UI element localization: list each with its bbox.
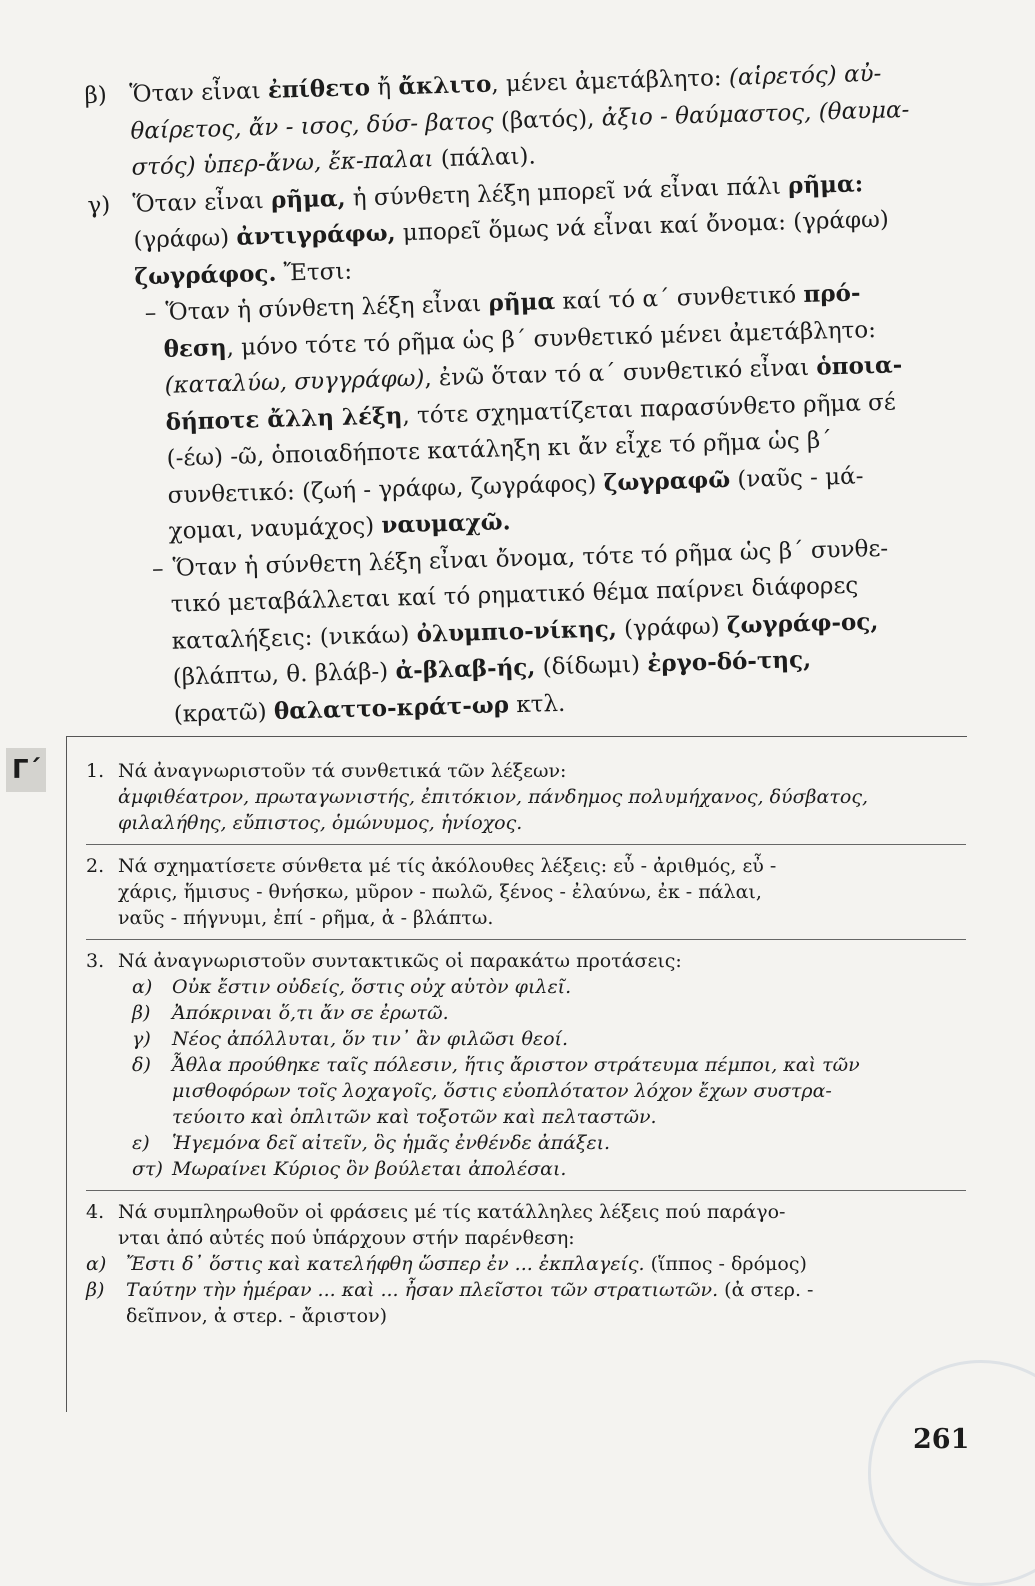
rule-gamma-line-1: γ) Ὅταν εἶναι ρῆμα, ἡ σύνθετη λέξη μπορεῖ νά εἶναι πάλι ρῆμα:: [87, 163, 948, 223]
sentence-a: α) Οὐκ ἔστιν οὐδείς, ὅστις οὐχ αὑτὸν φιλεῖ.: [132, 976, 572, 998]
page-number: 261: [913, 1424, 970, 1455]
exercise-number: 2.: [86, 855, 105, 877]
sentence-c: γ) Νέος ἀπόλλυται, ὅν τιν᾿ ἂν φιλῶσι θεοί.: [132, 1028, 569, 1050]
rule-beta-line-3: στός) ὑπερ-ἄνω, ἔκ-παλαι (πάλαι).: [131, 143, 537, 181]
grammar-rules: [84, 54, 962, 735]
divider: [86, 939, 966, 940]
dash1-marker: –: [144, 300, 157, 327]
dash2-marker: –: [151, 555, 164, 582]
dash1-line-3: (καταλύω, συγγράφω), ἐνῶ ὅταν τό α΄ συνθετικό εἶναι ὁποια-: [164, 351, 903, 399]
dash1-line-6: συνθετικό: (ζωή - γράφω, ζωγράφος) ζωγραφῶ (ναῦς - μά-: [167, 462, 864, 509]
exercise-number: 4.: [86, 1201, 105, 1223]
dash2-line-4: (βλάπτω, θ. βλάβ-) ἀ-βλαβ-ής, (δίδωμι) ἐργο-δό-της,: [172, 645, 812, 691]
dash2-line-2: τικό μεταβάλλεται καί τό ρηματικό θέμα παίρνει διάφορες: [170, 572, 859, 618]
section-label: Γ΄: [6, 748, 46, 792]
exercise-number: 1.: [86, 760, 105, 782]
dash1-line-5: (-έω) -ῶ, ὁποιαδήποτε κατάληξη κι ἄν εἶχε τό ρῆμα ὡς β΄: [166, 427, 833, 472]
exercise-1: 1. Νά ἀναγνωριστοῦν τά συνθετικά τῶν λέξεων: ἀμφιθέατρον, πρωταγωνιστής, ἐπιτόκιον, πάνδημος πολυμήχανος, δύσβατος, φιλαλήθης, εὔπιστος, ὁμώνυμος, ἡνίοχος.: [86, 760, 868, 834]
rule-beta-label: β): [84, 82, 108, 109]
phrase-b: β) Ταύτην τὴν ἡμέραν ... καὶ ... ἦσαν πλεῖστοι τῶν στρατιωτῶν. (ἀ στερ. -: [86, 1279, 814, 1301]
rule-beta-line-1: β) Ὅταν εἶναι ἐπίθετο ἤ ἄκλιτο, μένει ἀμετάβλητο: (αἱρετός) αὐ-: [84, 54, 945, 114]
exercises: [86, 758, 966, 1337]
sentence-f: στ) Μωραίνει Κύριος ὃν βούλεται ἀπολέσαι.: [132, 1158, 567, 1180]
dash1-line-7: χομαι, ναυμάχος) ναυμαχῶ.: [168, 508, 511, 545]
dash1-line-1: – Ὅταν ἡ σύνθετη λέξη εἶναι ρῆμα καί τό α΄ συνθετικό πρό-: [90, 273, 951, 333]
exercise-2: 2. Νά σχηματίσετε σύνθετα μέ τίς ἀκόλουθες λέξεις: εὖ - ἀριθμός, εὖ - χάρις, ἥμισυς - θνήσκω, μῦρον - πωλῶ, ξένος - ἐλαύνω, ἐκ - πάλαι, ναῦς - πήγνυμι, ἐπί - ρῆμα, ἀ - βλάπτω.: [86, 855, 777, 929]
divider: [86, 1190, 966, 1191]
dash1-line-2: θεση, μόνο τότε τό ρῆμα ὡς β΄ συνθετικό μένει ἀμετάβλητο:: [163, 316, 877, 363]
phrase-a: α) Ἔστι δ᾿ ὅστις καὶ κατελήφθη ὥσπερ ἐν ... ἐκπλαγείς. (ἵππος - δρόμος): [86, 1253, 807, 1275]
exercise-3: 3. Νά ἀναγνωριστοῦν συντακτικῶς οἱ παρακάτω προτάσεις: α) Οὐκ ἔστιν οὐδείς, ὅστις οὐχ αὑτὸν φιλεῖ. β) Ἀπόκριναι ὅ,τι ἄν σε ἐρωτῶ. γ) Νέος ἀπόλλυται, ὅν τιν᾿ ἂν φιλῶσι θεοί. δ) Ἆθλα προύθηκε ταῖς πόλεσιν, ἥτις ἄριστον στράτευμα πέμποι, καὶ τῶν μισθοφόρων τοῖς λοχαγοῖς, ὅστις εὐοπλότατον λόχον ἔχων συστρα- τεύοιτο καὶ ὁπλιτῶν καὶ τοξοτῶν καὶ πελταστῶν. ε) Ἡγεμόνα δεῖ αἰτεῖν, ὃς ἡμᾶς ἐνθένδε ἀπάξει. στ) Μωραίνει Κύριος ὃν βούλεται ἀπολέσαι.: [86, 948, 966, 1182]
exercise-4: 4. Νά συμπληρωθοῦν οἱ φράσεις μέ τίς κατάλληλες λέξεις πού παράγο- νται ἀπό αὐτές πού ὑπάρχουν στήν παρένθεση: α) Ἔστι δ᾿ ὅστις καὶ κατελήφθη ὥσπερ ἐν ... ἐκπλαγείς. (ἵππος - δρόμος) β) Ταύτην τὴν ἡμέραν ... καὶ ... ἦσαν πλεῖστοι τῶν στρατιωτῶν. (ἀ στερ. - δεῖπνον, ἀ στερ. - ἄριστον): [86, 1199, 966, 1329]
exercise-number: 3.: [86, 950, 105, 972]
dash1-line-4: δήποτε ἄλλη λέξη, τότε σχηματίζεται παρασύνθετο ρῆμα σέ: [165, 388, 897, 436]
divider: [86, 844, 966, 845]
sentence-d: δ) Ἆθλα προύθηκε ταῖς πόλεσιν, ἥτις ἄριστον στράτευμα πέμποι, καὶ τῶν: [132, 1054, 860, 1076]
rule-gamma-label: γ): [87, 191, 111, 219]
dash2-line-3: καταλήξεις: (νικάω) ὀλυμπιο-νίκης, (γράφω) ζωγράφ-ος,: [171, 607, 879, 655]
dash2-line-1: – Ὅταν ἡ σύνθετη λέξη εἶναι ὄνομα, τότε τό ρῆμα ὡς β΄ συνθε-: [97, 528, 958, 588]
rule-gamma-line-3: ζωγράφος. Ἔτσι:: [134, 258, 353, 291]
sentence-b: β) Ἀπόκριναι ὅ,τι ἄν σε ἐρωτῶ.: [132, 1002, 449, 1024]
rule-gamma-line-2: (γράφω) ἀντιγράφω, μπορεῖ ὅμως νά εἶναι καί ὄνομα: (γράφω): [133, 206, 890, 254]
rule-beta-line-2: θαίρετος, ἄν - ισος, δύσ- βατος (βατός), ἀξιο - θαύμαστος, (θαυμα-: [130, 96, 910, 145]
sentence-e: ε) Ἡγεμόνα δεῖ αἰτεῖν, ὃς ἡμᾶς ἐνθένδε ἀπάξει.: [132, 1132, 611, 1154]
dash2-line-5: (κρατῶ) θαλαττο-κράτ-ωρ κτλ.: [173, 690, 566, 728]
